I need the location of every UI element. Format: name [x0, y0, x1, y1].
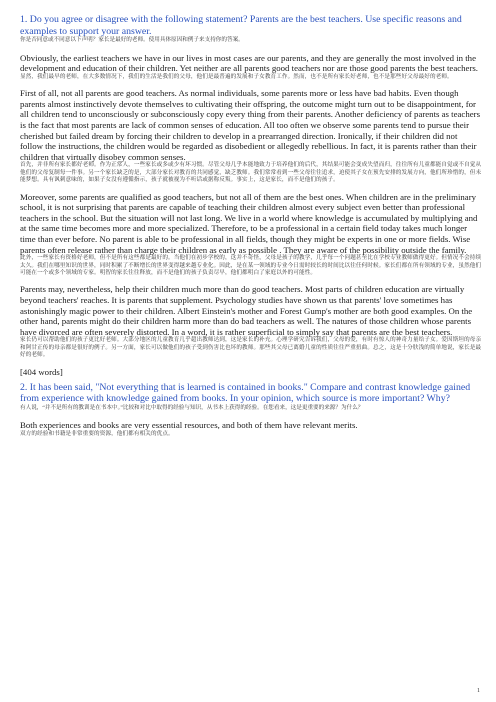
- question-1-title: 1. Do you agree or disagree with the following statement? Parents are the best teachers. Use specific reasons and examples to support your answer.: [20, 14, 462, 37]
- paragraph-2-english: First of all, not all parents are good teachers. As normal individuals, some parents more or less have bad habits. Even though parents almost instinctively devote themselves to cultivating their offspring, the outcome might turn out to be disappointment, for all children tend to unconsciously or subconsciously copy every thing from their parents. Another deficiency of parents as teachers is the fact that most parents are lack of common senses of education. All too often we observe some parents tend to pursue their cherished but failed dream by forcing their children to develop in a prearranged direction. Ironically, if their children did not follow the instructions, the children would be regarded as disobedient or allegedly rebellious. In fact, it is parents rather than their children that virtually disobey common senses.: [20, 88, 480, 162]
- paragraph-4-chinese: 家长仍可以帮助他们的孩子更比好老师。大部分地区的儿童教育几乎超出教师达到，这是家长的补充。心理学研究告诉我们，父母的爱，有时有惊人的神奇力量给子女。爱因斯坦的母亲和阿甘正传的母亲都是很好的例子。另一方面，家长可以做他们的孩子受到伤害比也坏的教师。那些其父母已离婚儿童的性质往往严重扭曲。总之，这是十分肤浅的简单地说，家长是最好的老师。: [20, 337, 482, 359]
- question-2-title: 2. It has been said, "Not everything that is learned is contained in books." Compare and contrast knowledge gained from experience with knowledge gained from books. In your opinion, which source is more important? Why?: [20, 381, 471, 405]
- paragraph-1-english: Obviously, the earliest teachers we have in our lives in most cases are our parents, and they are generally the most involved in the development and education of their children. Yet neither are all parents good teachers nor are those good parents the best teachers.: [20, 52, 479, 74]
- word-count: [404 words]: [20, 366, 63, 377]
- question-1-translation: 你是否同意或不同意以下声明？家长是最好的老师。使用具体原因和例子来支持你的答案。: [20, 37, 244, 44]
- paragraph-4-english: Parents may, nevertheless, help their children much more than do good teachers. Most parts of children education are virtually beyond teachers' reaches. It is parents that supplement. Psychology studies have shown us that parents' love sometimes has astonishingly magic power to their children. Albert Einstein's mother and Forest Gump's mother are both good examples. On the other hand, parents might do their children harm more than do bad teachers as well. The natures of those children whose parents have divorced are often severely distorted. In a word, it is rather superficial to simply say that parents are the best teachers.: [20, 284, 473, 337]
- question-2-translation: 有人说，“并不是所有的教训是在书本中。”比较和对比中取得的经验与知识，从书本上获得的经验。在您看来，这是更重要的来源？为什么？: [20, 404, 364, 411]
- paragraph-2-chinese: 首先，并非所有家长都好老师。作为正常人，一些家长或多或少有坏习惯。尽管父母几乎本能地致力于培养他们的后代，其结果可能会变成失望而归，往往所有儿童都能自觉或不自觉从他们的父母复制每一件事。另一个家长缺乏的是，大部分家长对教育的共同感觉，缺乏教师。我们常常看到一些父母往往追求，迫使其子女在预先安排的发展方向，他们所珍惜的，但未能梦想。具有讽刺意味的，如果子女没有遵循指示，孩子就被视为不听话或据称反叛。事实上，这是家长，而不是他们的孩子。: [20, 162, 482, 184]
- last-paragraph-english: Both experiences and books are very essential resources, and both of them have relevant merits.: [20, 420, 358, 431]
- last-paragraph-chinese: 双方的经验和书籍是非常重要的资源，他们都有相关的优点。: [20, 430, 174, 437]
- page-number: 1: [477, 688, 480, 694]
- paragraph-3-chinese: 此外，一些家长有资格好老师，但不是所有这些都是最好的。当他们在初步学校的，这并不奇怪，父母是孩子的教学，几乎每一个问题甚至比在学校专业教师做得更好。但情况不会持续太久。我们在哪里知识的世界，同时积累了不断增长的世界变得越来越专业化。因此，是在某一领域的专业今日需时较长的时间比以往任何时候。家长们都在所有领域的专业，虽然他们可能在一个或多个领域的专家。明智的家长往往释放，而不是他们的孩子负责尽早，他们都明白了家庭以外的可能性。: [20, 255, 482, 276]
- paragraph-3-english: Moreover, some parents are qualified as good teachers, but not all of them are the best ones. When children are in the preliminary school, it is not surprising that parents are capable of teaching their children almost every subject even better than professional teachers in the school. But the situation will not last long. We live in a world where knowledge is accumulated by multiplying and at the same time becomes more and more specialized. Therefore, to be a professional in a certain field today takes much longer time than ever before. No parent is able to be professional in all fields, though they might be experts in one or more fields. Wise parents often release rather than charge their children as early as possible . They are aware of the possibility outside the family.: [20, 191, 478, 255]
- paragraph-1-chinese: 显然，我们最早的老师，在大多数情况下，我们的生活是我们的父母，他们是最普遍的发展和子女教育工作。然而，也不是所有家长好老师，也不是那些好父母最好的老师。: [20, 73, 453, 80]
